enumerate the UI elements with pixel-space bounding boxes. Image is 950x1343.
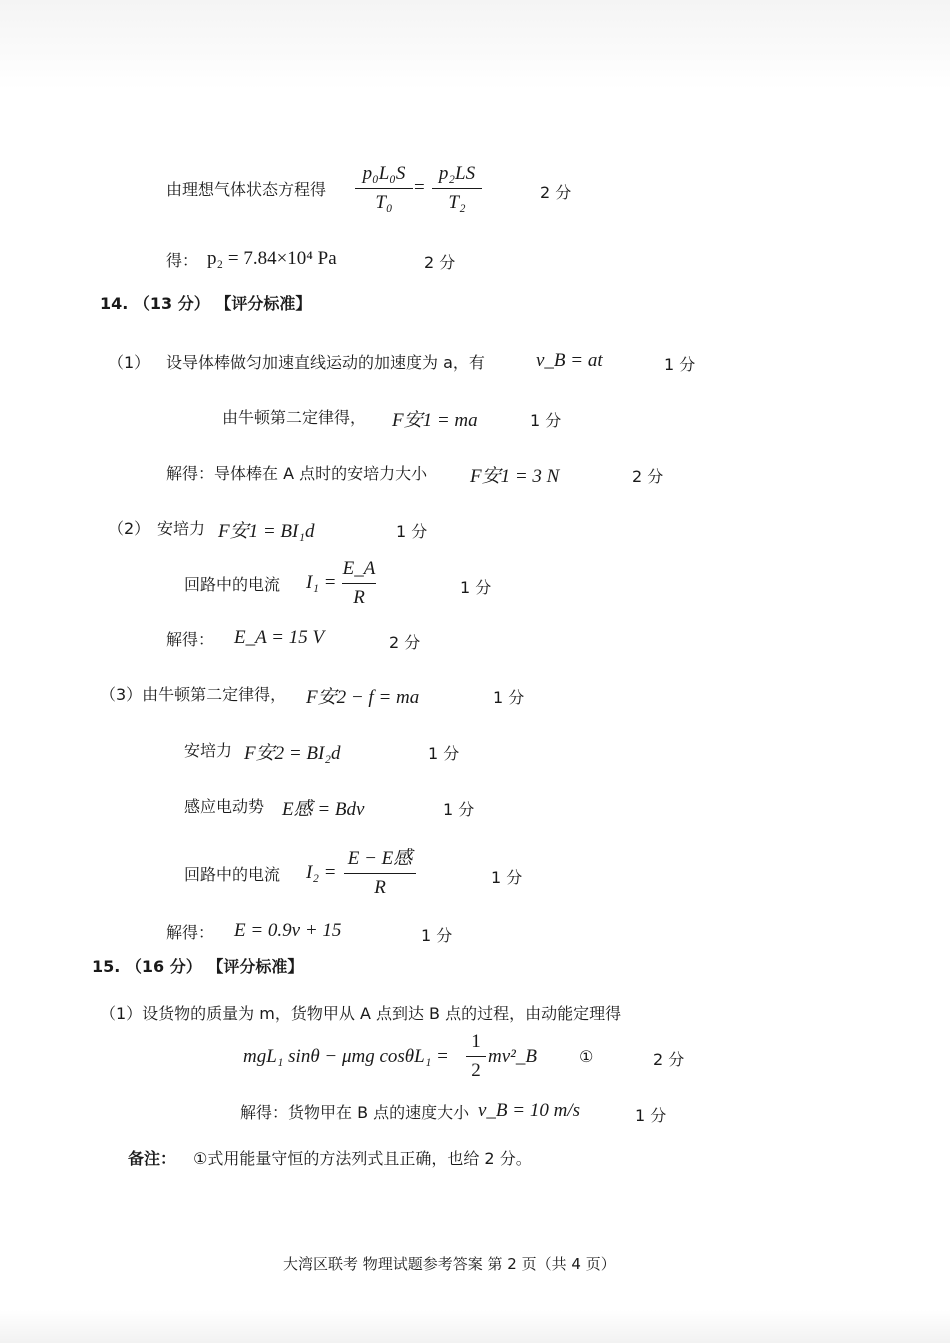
q14-p3b-equation: F安2 = BI₂d [244,743,341,764]
q14-p2-score: 1 分 [396,522,428,541]
q14-p2b-text: 回路中的电流 [184,575,281,594]
q14-p1c-equation: F安1 = 3 N [470,466,560,487]
q14-p1b-score: 1 分 [530,411,562,430]
q15-p1-eq-denominator: 2 [471,1060,481,1081]
q15-p1-eq-numerator: 1 [471,1031,481,1052]
q14-p1b-equation: F安1 = ma [392,410,478,431]
q14-p1b-text: 由牛顿第二定律得， [222,408,367,427]
q14-p2b-lhs: I₁ = [306,572,337,593]
q14-p2b-score: 1 分 [460,578,492,597]
q14-p2b-denominator: R [353,587,365,608]
gas-equals: = [414,177,425,198]
q14-p2-label: （2） [108,519,151,538]
gas-result: p₂ = 7.84×10⁴ Pa [207,248,337,269]
q14-p3-score: 1 分 [493,688,525,707]
q15-note-text: ①式用能量守恒的方法列式且正确，也给 2 分。 [193,1149,532,1168]
q14-p3e-equation: E = 0.9v + 15 [234,920,342,941]
q14-p1c-text: 解得：导体棒在 A 点时的安培力大小 [166,464,428,483]
q14-p3-equation: F安2 − f = ma [306,687,420,708]
page-footer: 大湾区联考 物理试题参考答案 第 2 页（共 4 页） [283,1255,616,1273]
q15-p1b-score: 1 分 [635,1106,667,1125]
gas-score-2: 2 分 [424,253,456,272]
gas-score-1: 2 分 [540,183,572,202]
q14-p3e-text: 解得： [166,923,215,942]
q14-p3d-fraction [344,848,416,899]
q14-p2-equation: F安1 = BI₁d [218,521,315,542]
gas-intro: 由理想气体状态方程得 [166,180,327,199]
gas-lhs-denominator: T₀ [375,192,393,213]
q14-p2c-text: 解得： [166,630,215,649]
q14-p3d-score: 1 分 [491,868,523,887]
gas-rhs-numerator: p₂LS [438,163,476,184]
q14-p1-text: 设导体棒做匀加速直线运动的加速度为 a，有 [166,353,485,372]
q14-p3c-equation: E感 = Bdv [282,799,365,820]
gas-rhs-fraction [432,163,482,214]
q14-p2-text: 安培力 [157,519,206,538]
q15-p1-eq-right: mv²_B [488,1046,537,1067]
gas-lhs-fraction [355,163,413,214]
q15-note-label: 备注： [128,1149,177,1168]
q14-p2c-score: 2 分 [389,633,421,652]
q14-p3e-score: 1 分 [421,926,453,945]
q15-heading: 15. （16 分） 【评分标准】 [92,957,304,976]
q14-p3b-text: 安培力 [184,741,233,760]
q14-p3d-denominator: R [374,877,386,898]
gas-result-label: 得： [166,251,199,270]
q14-p3d-numerator: E − E感 [347,848,413,869]
q14-p3c-text: 感应电动势 [184,797,265,816]
q14-p3-text: （3）由牛顿第二定律得， [100,685,287,704]
q14-p3d-text: 回路中的电流 [184,865,281,884]
q14-heading: 14. （13 分） 【评分标准】 [100,294,312,313]
q14-p1-label: （1） [108,353,151,372]
q14-p3d-lhs: I₂ = [306,862,337,883]
q14-p1c-score: 2 分 [632,467,664,486]
q15-p1b-text: 解得：货物甲在 B 点的速度大小 [240,1103,470,1122]
q14-p3c-score: 1 分 [443,800,475,819]
gas-lhs-numerator: p₀L₀S [362,163,406,184]
q14-p2b-numerator: E_A [342,558,376,579]
q15-p1-marker: ① [579,1047,594,1066]
q15-p1b-equation: v_B = 10 m/s [478,1100,581,1121]
q15-p1-score: 2 分 [653,1050,685,1069]
q14-p1-equation: v_B = at [536,350,603,371]
q15-p1-eq-fraction [466,1031,486,1082]
q14-p2b-fraction [342,558,376,609]
q14-p1-score: 1 分 [664,355,696,374]
gas-rhs-denominator: T₂ [448,192,466,213]
q14-p2c-equation: E_A = 15 V [234,627,325,648]
q14-p3b-score: 1 分 [428,744,460,763]
q15-p1-text: （1）设货物的质量为 m，货物甲从 A 点到达 B 点的过程，由动能定理得 [100,1004,622,1023]
q15-p1-eq-left: mgL₁ sinθ − μmg cosθL₁ = [243,1046,449,1067]
